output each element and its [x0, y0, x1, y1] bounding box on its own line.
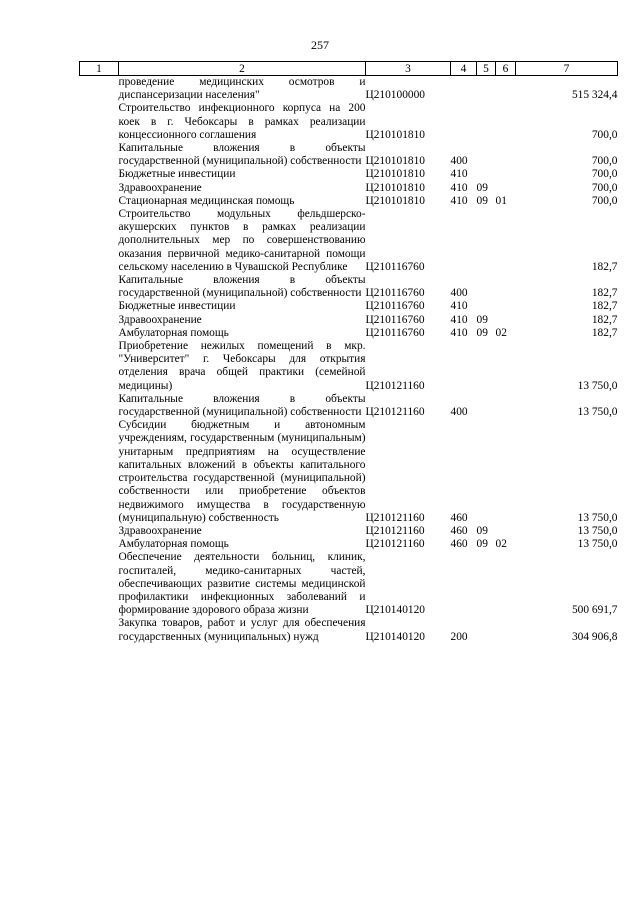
table-row: [80, 195, 618, 208]
item-name-cell: Закупка товаров, работ и услуг для обеспечения государственных (муниципальных) нужд: [118, 617, 366, 643]
target-code-cell: Ц210116760: [365, 287, 425, 300]
subsection-cell: [496, 274, 516, 300]
amount-cell: 182,7: [591, 300, 618, 313]
target-code-cell: Ц210116760: [365, 313, 425, 326]
section-cell: [477, 393, 496, 419]
subsection-cell: [496, 393, 516, 419]
expense-type-cell: [451, 76, 477, 103]
table-row: [80, 419, 618, 525]
target-code-cell: Ц210121160: [365, 379, 425, 392]
section-cell: 09: [476, 326, 488, 339]
subsection-cell: [496, 340, 516, 393]
column-number-6: 6: [496, 62, 516, 76]
expense-type-cell: 200: [450, 630, 468, 643]
table-row: [80, 551, 618, 617]
table-row: [80, 314, 618, 327]
amount-cell: 13 750,0: [577, 379, 618, 392]
column-number-4: 4: [451, 62, 477, 76]
target-code-cell: Ц210121160: [365, 538, 425, 551]
expense-type-cell: 460: [450, 524, 468, 537]
target-code-cell: Ц210121160: [365, 406, 425, 419]
amount-cell: 700,0: [591, 168, 618, 181]
target-code-cell: Ц210121160: [365, 524, 425, 537]
section-cell: [477, 208, 496, 274]
subsection-cell: [496, 182, 516, 195]
row-number-cell: [80, 300, 119, 313]
row-number-cell: [80, 551, 119, 617]
item-name-cell: Капитальные вложения в объекты государственной (муниципальной) собственности: [118, 142, 366, 168]
item-name-cell: Строительство инфекционного корпуса на 200 коек в г. Чебоксары в рамках реализации концессионного соглашения: [118, 102, 366, 141]
section-cell: [477, 340, 496, 393]
subsection-cell: [496, 142, 516, 168]
item-name-cell: Здравоохранение: [118, 181, 202, 194]
subsection-cell: [496, 419, 516, 525]
subsection-cell: [496, 551, 516, 617]
table-row: [80, 142, 618, 168]
column-number-5: 5: [477, 62, 496, 76]
amount-cell: 13 750,0: [577, 524, 618, 537]
section-cell: [477, 102, 496, 142]
target-code-cell: Ц210101810: [365, 194, 425, 207]
row-number-cell: [80, 419, 119, 525]
item-name-cell: Капитальные вложения в объекты государственной (муниципальной) собственности: [118, 274, 366, 300]
expense-type-cell: 410: [450, 300, 468, 313]
item-name-cell: Амбулаторная помощь: [118, 326, 229, 339]
subsection-cell: 02: [495, 326, 507, 339]
item-name-cell: Здравоохранение: [118, 313, 202, 326]
amount-cell: 515 324,4: [571, 89, 618, 102]
item-name-cell: Бюджетные инвестиции: [118, 300, 236, 313]
table-row: [80, 274, 618, 300]
target-code-cell: Ц210116760: [365, 326, 425, 339]
subsection-cell: 02: [495, 538, 507, 551]
subsection-cell: [496, 617, 516, 643]
column-number-3: 3: [366, 62, 451, 76]
amount-cell: 304 906,8: [571, 630, 618, 643]
section-cell: 09: [476, 313, 488, 326]
amount-cell: 700,0: [591, 181, 618, 194]
expense-type-cell: [451, 102, 477, 142]
amount-cell: 182,7: [591, 326, 618, 339]
target-code-cell: Ц210101810: [365, 128, 425, 141]
item-name-cell: Стационарная медицинская помощь: [118, 194, 295, 207]
table-row: [80, 538, 618, 551]
section-cell: [477, 300, 496, 313]
column-number-2: 2: [119, 62, 366, 76]
subsection-cell: [496, 300, 516, 313]
subsection-cell: [496, 314, 516, 327]
section-cell: 09: [476, 181, 488, 194]
row-number-cell: [80, 538, 119, 551]
amount-cell: 182,7: [591, 260, 618, 273]
row-number-cell: [80, 340, 119, 393]
target-code-cell: Ц210140120: [365, 630, 425, 643]
expense-type-cell: 400: [450, 155, 468, 168]
item-name-cell: Амбулаторная помощь: [118, 538, 229, 551]
section-cell: [477, 168, 496, 181]
row-number-cell: [80, 274, 119, 300]
section-cell: [477, 617, 496, 643]
subsection-cell: [496, 76, 516, 103]
table-row: [80, 208, 618, 274]
subsection-cell: [496, 168, 516, 181]
row-number-cell: [80, 208, 119, 274]
item-name-cell: Обеспечение деятельности больниц, клиник, госпиталей, медико-санитарных частей, обеспечивающих развитие системы медицинской профилактики инфекционных заболеваний и формирование здорового образа жизни: [118, 551, 366, 617]
expense-type-cell: 410: [450, 194, 468, 207]
amount-cell: 182,7: [591, 287, 618, 300]
column-number-1: 1: [80, 62, 119, 76]
section-cell: 09: [476, 538, 488, 551]
column-number-row: [80, 62, 618, 76]
row-number-cell: [80, 102, 119, 142]
table-row: [80, 168, 618, 181]
section-cell: [477, 274, 496, 300]
item-name-cell: Здравоохранение: [118, 524, 202, 537]
amount-cell: 182,7: [591, 313, 618, 326]
table-row: [80, 76, 618, 103]
expense-type-cell: 460: [450, 538, 468, 551]
section-cell: 09: [476, 524, 488, 537]
row-number-cell: [80, 182, 119, 195]
target-code-cell: Ц210101810: [365, 168, 425, 181]
column-number-7: 7: [516, 62, 618, 76]
table-body: [80, 76, 618, 644]
row-number-cell: [80, 195, 119, 208]
row-number-cell: [80, 314, 119, 327]
table-row: [80, 340, 618, 393]
row-number-cell: [80, 76, 119, 103]
subsection-cell: 01: [495, 194, 507, 207]
target-code-cell: Ц210116760: [365, 260, 425, 273]
amount-cell: 13 750,0: [577, 511, 618, 524]
expense-type-cell: [451, 208, 477, 274]
expense-type-cell: 410: [450, 313, 468, 326]
section-cell: [477, 419, 496, 525]
target-code-cell: Ц210116760: [365, 300, 425, 313]
expense-type-cell: 410: [450, 181, 468, 194]
row-number-cell: [80, 617, 119, 643]
table-row: [80, 327, 618, 340]
amount-cell: 13 750,0: [577, 406, 618, 419]
item-name-cell: Субсидии бюджетным и автономным учреждениям, государственным (муниципальным) унитарным предприятиям на осуществление капитальных вложений в объекты капитального строительства государственной (муниципальной) собственности или приобретение объектов недвижимого имущества в государственную (муниципальную) собственность: [118, 419, 366, 524]
subsection-cell: [496, 102, 516, 142]
amount-cell: 700,0: [591, 155, 618, 168]
expense-type-cell: 400: [450, 287, 468, 300]
table-row: [80, 102, 618, 142]
item-name-cell: Капитальные вложения в объекты государственной (муниципальной) собственности: [118, 392, 366, 419]
subsection-cell: [496, 525, 516, 538]
section-cell: [477, 551, 496, 617]
section-cell: 09: [476, 194, 488, 207]
row-number-cell: [80, 327, 119, 340]
row-number-cell: [80, 142, 119, 168]
row-number-cell: [80, 525, 119, 538]
item-name-cell: проведение медицинских осмотров и диспансеризации населения": [118, 76, 366, 102]
budget-table: [79, 61, 618, 644]
amount-cell: 700,0: [591, 194, 618, 207]
table-row: [80, 182, 618, 195]
expense-type-cell: 410: [450, 326, 468, 339]
table-row: [80, 525, 618, 538]
expense-type-cell: [451, 340, 477, 393]
item-name-cell: Бюджетные инвестиции: [118, 168, 236, 181]
expense-type-cell: 400: [450, 406, 468, 419]
amount-cell: 13 750,0: [577, 538, 618, 551]
expense-type-cell: 410: [450, 168, 468, 181]
row-number-cell: [80, 393, 119, 419]
amount-cell: 700,0: [591, 128, 618, 141]
table-row: [80, 300, 618, 313]
table-row: [80, 617, 618, 643]
section-cell: [477, 142, 496, 168]
item-name-cell: Строительство модульных фельдшерско-акушерских пунктов в рамках реализации дополнительных мер по совершенствованию оказания первичной медико-санитарной помощи сельскому населению в Чувашской Республике: [118, 208, 366, 273]
amount-cell: 500 691,7: [571, 604, 618, 617]
expense-type-cell: [451, 551, 477, 617]
target-code-cell: Ц210100000: [365, 89, 425, 102]
target-code-cell: Ц210121160: [365, 511, 425, 524]
table-row: [80, 393, 618, 419]
item-name-cell: Приобретение нежилых помещений в мкр. "Университет" г. Чебоксары для открытия отделения врача общей практики (семейной медицины): [118, 340, 366, 392]
page-number: 257: [311, 38, 329, 52]
target-code-cell: Ц210101810: [365, 155, 425, 168]
subsection-cell: [496, 208, 516, 274]
target-code-cell: Ц210101810: [365, 181, 425, 194]
section-cell: [477, 76, 496, 103]
target-code-cell: Ц210140120: [365, 604, 425, 617]
expense-type-cell: 460: [450, 511, 468, 524]
row-number-cell: [80, 168, 119, 181]
